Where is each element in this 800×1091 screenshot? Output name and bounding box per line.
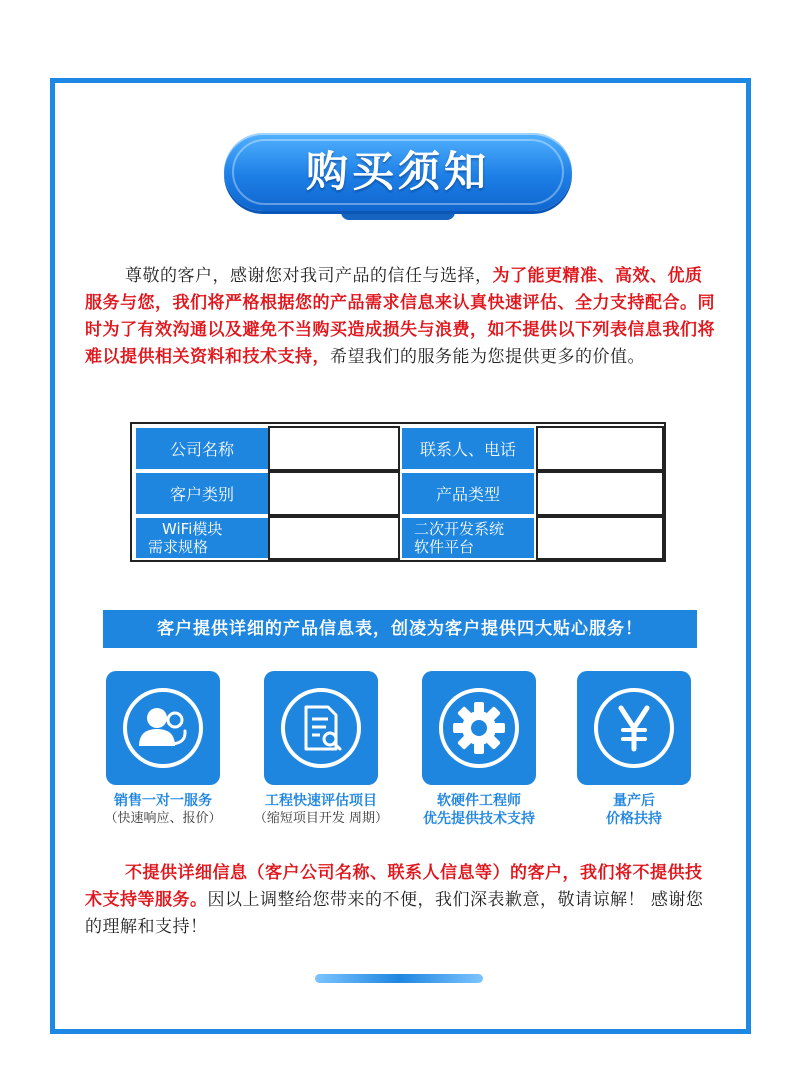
service-subtitle-2: （缩短项目开发 周期）: [253, 811, 389, 826]
yen-icon: [577, 671, 691, 785]
bottom-decorative-bar: [315, 974, 483, 983]
closing-paragraph: [85, 860, 715, 941]
service-subtitle-1: （快速响应、报价）: [104, 811, 222, 826]
label-wifi-spec-line1: WiFi模块: [162, 520, 223, 538]
field-customer-type[interactable]: [268, 471, 400, 516]
label-dev-platform-line1: 二次开发系统: [414, 520, 505, 538]
service-title-4: 量产后: [613, 793, 655, 809]
service-subtitle-3: 优先提供技术支持: [423, 811, 535, 827]
page-title: 购买须知: [305, 147, 490, 196]
service-icon-tile-4: [577, 671, 691, 785]
intro-text: 尊敬的客户，感谢您对我司产品的信任与选择，: [125, 266, 493, 286]
info-table: [130, 422, 666, 562]
service-icon-tile-3: [422, 671, 536, 785]
service-title-2: 工程快速评估项目: [265, 793, 377, 809]
service-icon-tile-2: [264, 671, 378, 785]
label-dev-platform-line2: 软件平台: [414, 538, 475, 556]
label-company-name: 公司名称: [136, 428, 268, 469]
field-wifi-spec[interactable]: [268, 516, 400, 560]
label-wifi-spec-line2: 需求规格: [148, 538, 209, 556]
field-company-name[interactable]: [268, 426, 400, 471]
service-subtitle-4: 价格扶持: [606, 811, 662, 827]
field-dev-platform[interactable]: [536, 516, 664, 560]
closing-text: 因以上调整给您带来的不便，我们深表歉意，敬请谅解！ 感谢您的理解和支持！: [85, 890, 704, 937]
label-contact-phone: 联系人、电话: [402, 428, 534, 469]
label-product-type: 产品类型: [402, 473, 534, 514]
label-dev-platform: [402, 518, 534, 558]
gear-icon: [422, 671, 536, 785]
label-wifi-spec: [136, 518, 268, 558]
intro-text-end: 希望我们的服务能为您提供更多的价值。: [330, 347, 645, 367]
field-contact-phone[interactable]: [536, 426, 664, 471]
intro-paragraph: [85, 263, 715, 371]
intro-emphasis: 为了能更精准、高效、优质服务与您，我们将严格根据您的产品需求信息来认真快速评估、全力支持配合。同时为了有效沟通以及避免不当购买造成损失与浪费，如不提供以下列表信息我们将难以提供相关资料和技术支持，: [85, 266, 715, 367]
title-badge: [224, 133, 572, 223]
service-title-3: 软硬件工程师: [437, 793, 521, 809]
user-group-icon: [106, 671, 220, 785]
field-product-type[interactable]: [536, 471, 664, 516]
services-banner: 客户提供详细的产品信息表，创凌为客户提供四大贴心服务！: [103, 610, 697, 648]
label-customer-type: 客户类别: [136, 473, 268, 514]
closing-emphasis: 不提供详细信息（客户公司名称、联系人信息等）的客户，我们将不提供技术支持等服务。: [85, 863, 703, 910]
service-icon-tile-1: [106, 671, 220, 785]
document-search-icon: [264, 671, 378, 785]
service-title-1: 销售一对一服务: [114, 793, 212, 809]
